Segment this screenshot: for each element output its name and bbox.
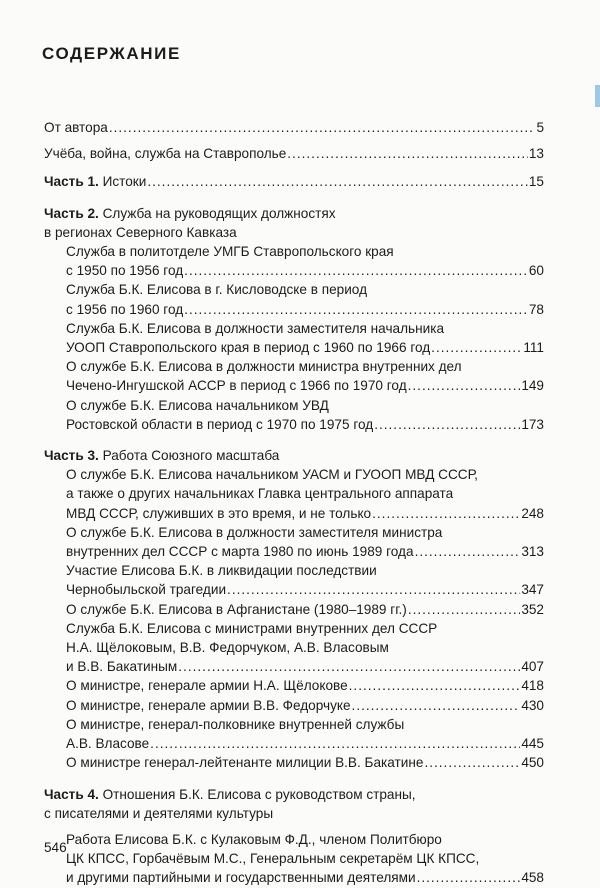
part-label: Часть 2. bbox=[44, 205, 99, 221]
toc-entry-page: 149 bbox=[521, 378, 544, 394]
toc-entry-page: 111 bbox=[523, 340, 544, 356]
toc-entry bbox=[66, 657, 544, 676]
toc-entry-page: 418 bbox=[521, 678, 544, 694]
toc-entry-page: 78 bbox=[528, 301, 544, 317]
dot-leader bbox=[147, 172, 528, 191]
toc-part-3-heading bbox=[44, 446, 544, 465]
toc-entry-title: Служба Б.К. Елисова в г. Кисловодске в период bbox=[66, 282, 367, 298]
toc-entry-title: О службе Б.К. Елисова в должности министра внутренних дел bbox=[66, 359, 462, 375]
toc-entry-page: 458 bbox=[521, 870, 544, 886]
part-title: Работа Союзного масштаба bbox=[102, 448, 280, 464]
toc-entry-title: Работа Елисова Б.К. с Кулаковым Ф.Д., членом Политбюро bbox=[66, 831, 442, 847]
toc-entry-title: Чернобыльской трагедии bbox=[66, 582, 227, 598]
part-title: Служба на руководящих должностях bbox=[102, 205, 336, 221]
toc-entry-title: Ростовской области в период с 1970 по 1975 год bbox=[66, 416, 374, 432]
part-label: Часть 3. bbox=[44, 448, 99, 464]
toc-entry-title: О службе Б.К. Елисова начальником УАСМ и ГУООП МВД СССР, bbox=[66, 467, 478, 483]
toc-entry-title: а также о других начальниках Главка центрального аппарата bbox=[66, 486, 454, 502]
toc-entry-title: О службе Б.К. Елисова в должности заместителя министра bbox=[66, 524, 443, 540]
part-3-items bbox=[66, 465, 544, 772]
part-label: Часть 1. bbox=[44, 174, 99, 190]
toc-entry bbox=[44, 144, 544, 163]
dot-leader bbox=[352, 696, 521, 715]
toc-entry-title: Н.А. Щёлоковым, В.В. Федорчуком, А.В. Власовым bbox=[66, 640, 389, 656]
toc-entry-page: 313 bbox=[521, 544, 544, 560]
toc-entry-page: 347 bbox=[521, 582, 544, 598]
dot-leader bbox=[372, 504, 520, 523]
toc-entry-page: 248 bbox=[521, 505, 544, 521]
toc-entry-page: 352 bbox=[521, 601, 544, 617]
part-title-line: в регионах Северного Кавказа bbox=[44, 224, 237, 240]
toc-entry-page: 13 bbox=[528, 146, 544, 162]
toc-entry bbox=[66, 696, 544, 715]
toc-entry-title: ЦК КПСС, Горбачёвым М.С., Генеральным секретарём ЦК КПСС, bbox=[66, 851, 480, 867]
toc-entry bbox=[66, 580, 544, 599]
page-title: СОДЕРЖАНИЕ bbox=[42, 44, 181, 63]
dot-leader bbox=[184, 261, 528, 280]
toc-entry-page: 430 bbox=[521, 697, 544, 713]
toc-entry-page: 407 bbox=[521, 659, 544, 675]
toc-entry bbox=[66, 868, 544, 887]
toc-entry bbox=[66, 600, 544, 619]
toc-entry-title: внутренних дел СССР с марта 1980 по июнь 1989 года bbox=[66, 544, 414, 560]
dot-leader bbox=[424, 753, 520, 772]
toc-entry-title: От автора bbox=[44, 120, 108, 135]
toc-entry bbox=[66, 542, 544, 561]
toc-entry-title: с 1950 по 1956 год bbox=[66, 263, 184, 279]
dot-leader bbox=[178, 657, 520, 676]
toc-entry-title: О министре, генерале армии В.В. Федорчуке bbox=[66, 697, 351, 713]
part-title: Истоки bbox=[102, 174, 147, 190]
toc-entry-title: О службе Б.К. Елисова начальником УВД bbox=[66, 397, 329, 413]
toc-entry-title: и В.В. Бакатиным bbox=[66, 659, 178, 675]
toc-entry bbox=[66, 734, 544, 753]
toc-entry-page: 450 bbox=[521, 755, 544, 771]
dot-leader bbox=[408, 600, 520, 619]
toc-entry-title: О министре, генерале армии Н.А. Щёлокове bbox=[66, 678, 348, 694]
toc-entry bbox=[66, 753, 544, 772]
toc-part-2-heading bbox=[44, 204, 544, 223]
toc-entry-title: Служба в политотделе УМГБ Ставропольского края bbox=[66, 244, 394, 260]
dot-leader bbox=[109, 118, 536, 137]
toc-entry bbox=[66, 504, 544, 523]
dot-leader bbox=[415, 542, 521, 561]
toc-entry-title: О службе Б.К. Елисова в Афганистане (1980–1989 гг.) bbox=[66, 601, 407, 617]
table-of-contents bbox=[44, 118, 544, 888]
toc-entry bbox=[66, 676, 544, 695]
toc-entry-title: УООП Ставропольского края в период с 1960 по 1966 год bbox=[66, 340, 431, 356]
toc-entry-page: 5 bbox=[536, 120, 544, 135]
dot-leader bbox=[408, 376, 521, 395]
toc-part-4-heading bbox=[44, 785, 544, 804]
toc-entry-page: 173 bbox=[521, 416, 544, 432]
part-title: Отношения Б.К. Елисова с руководством страны, bbox=[102, 786, 416, 802]
part-label: Часть 4. bbox=[44, 786, 99, 802]
dot-leader bbox=[287, 144, 528, 163]
dot-leader bbox=[431, 338, 522, 357]
dot-leader bbox=[184, 300, 528, 319]
toc-entry bbox=[66, 415, 544, 434]
toc-entry-title: О министре, генерал-полковнике внутренней службы bbox=[66, 716, 405, 732]
page-edge-tab bbox=[595, 85, 600, 107]
dot-leader bbox=[349, 676, 521, 695]
dot-leader bbox=[150, 734, 520, 753]
toc-entry bbox=[66, 338, 544, 357]
part-title-line: с писателями и деятелями культуры bbox=[44, 805, 274, 821]
toc-entry bbox=[44, 118, 544, 137]
toc-entry-title: А.В. Власове bbox=[66, 736, 150, 752]
toc-entry bbox=[66, 300, 544, 319]
toc-entry-title: и другими партийными и государственными деятелями bbox=[66, 870, 416, 886]
dot-leader bbox=[417, 868, 521, 887]
toc-entry bbox=[66, 261, 544, 280]
part-4-items bbox=[66, 830, 544, 888]
toc-entry-page: 445 bbox=[521, 736, 544, 752]
toc-entry-title: Участие Елисова Б.К. в ликвидации последствии bbox=[66, 563, 377, 579]
dot-leader bbox=[227, 580, 520, 599]
toc-entry-page: 60 bbox=[528, 263, 544, 279]
toc-entry-page: 15 bbox=[528, 174, 544, 190]
toc-entry-title: Учёба, война, служба на Ставрополье bbox=[44, 146, 287, 162]
dot-leader bbox=[374, 415, 520, 434]
toc-part-1 bbox=[44, 172, 544, 191]
toc-entry bbox=[66, 376, 544, 395]
toc-entry-title: с 1956 по 1960 год bbox=[66, 301, 184, 317]
toc-entry-title: МВД СССР, служивших в это время, и не только bbox=[66, 505, 372, 521]
toc-entry-title: Служба Б.К. Елисова с министрами внутренних дел СССР bbox=[66, 620, 438, 636]
toc-entry-title: О министре генерал-лейтенанте милиции В.В. Бакатине bbox=[66, 755, 424, 771]
toc-entry-title: Чечено-Ингушской АССР в период с 1966 по 1970 год bbox=[66, 378, 407, 394]
page-number: 546 bbox=[44, 840, 67, 855]
part-2-items bbox=[66, 242, 544, 434]
toc-entry-title: Служба Б.К. Елисова в должности заместителя начальника bbox=[66, 320, 445, 336]
